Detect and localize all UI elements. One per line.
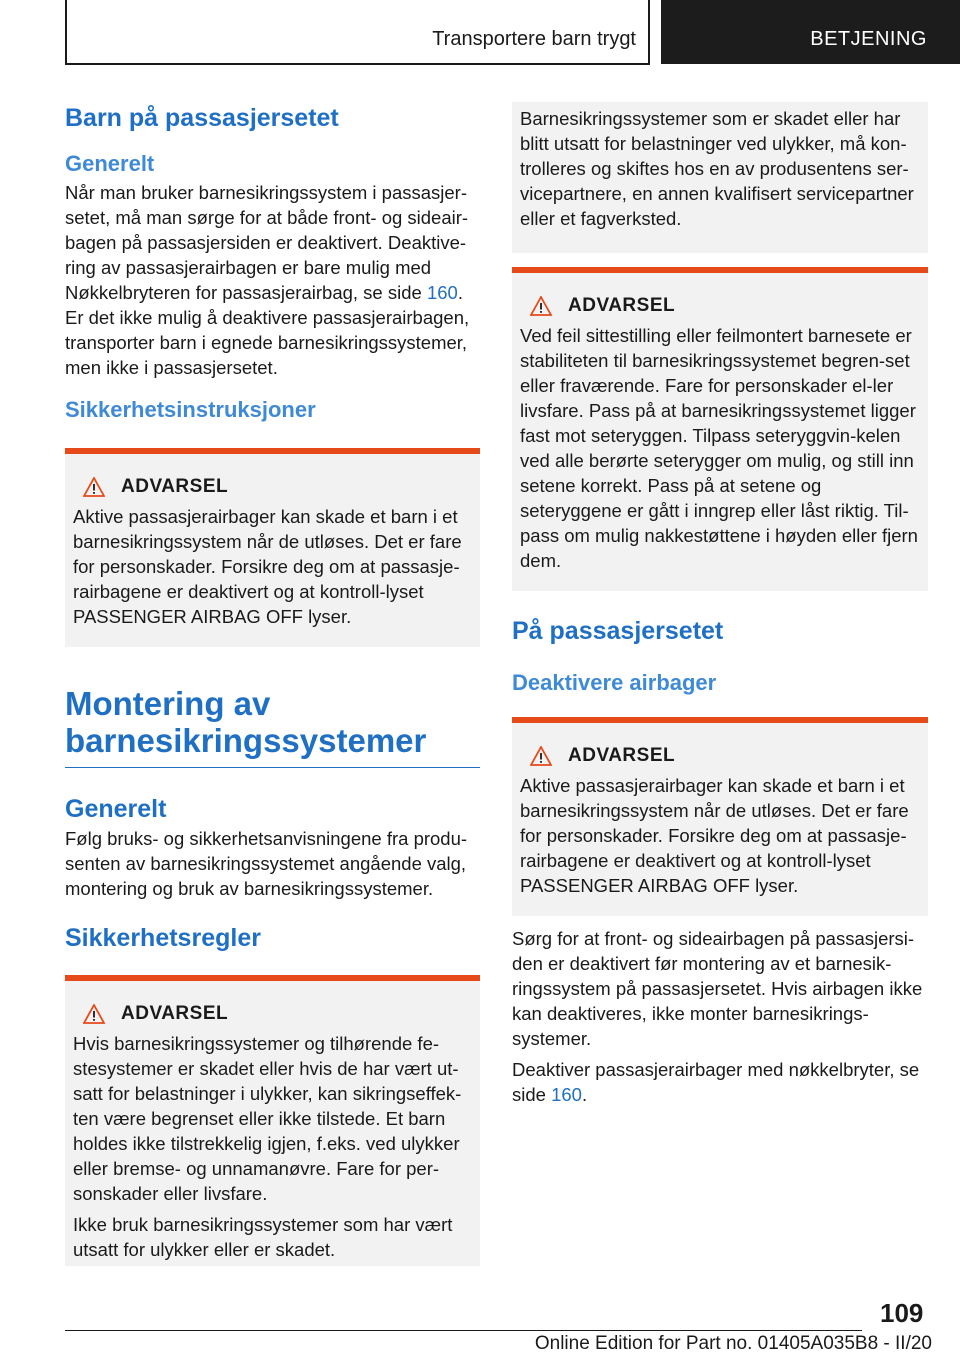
generelt-1-text-end: . (457, 282, 463, 303)
deaktivere-paragraph-1: Sørg for at front- og sideairbagen på passasjersi-den er deaktivert før montering av et barnesik-ringssystem på passasjersetet. Hvis airbagen ikke kan deaktiveres, ikke monter barnesikrings-systemer. (512, 928, 923, 1049)
page-link-160[interactable]: 160 (426, 282, 458, 303)
warning-2-text-2: Ikke bruk barnesikringssystemer som har vært utsatt for ulykker eller er skadet. (73, 1214, 453, 1260)
section-label: BETJENING (810, 28, 927, 50)
header-bottom-rule (65, 63, 650, 65)
heading-underline (65, 767, 480, 768)
warning-label: ADVARSEL (568, 745, 676, 766)
generelt-1-paragraph (65, 180, 480, 305)
deaktivere-paragraph-2-end: . (581, 1084, 588, 1105)
warning-triangle-icon (530, 746, 552, 766)
warning-label: ADVARSEL (568, 295, 676, 316)
warning-label: ADVARSEL (121, 1003, 229, 1024)
chapter-title: Transportere barn trygt (432, 28, 636, 50)
warning-triangle-icon (83, 1004, 105, 1024)
heading-barn-pa-passasjersetet: Barn på passasjersetet (65, 104, 339, 132)
warning-triangle-icon (530, 296, 552, 316)
deaktivere-paragraph-2-text: Deaktiver passasjerairbager med nøkkelbryter, se side (512, 1059, 920, 1105)
generelt-1-text: Når man bruker barnesikringssystem i passasjer-setet, må man sørge for at både front- og sideair-bagen på passasjersiden er deaktivert. Deaktive-ring av passasjerairbagen er bare mulig med Nøkkelbryteren for passasjerairbag, se side (65, 182, 469, 303)
continued-note-text: Barnesikringssystemer som er skadet eller har blitt utsatt for belastninger ved ulykker, må kon-trolleres og skiftes hos en av produsentens ser-vicepartnere, en annen kvalifisert servicepartner eller et fagverksted. (520, 108, 914, 229)
heading-deaktivere-airbager: Deaktivere airbager (512, 670, 717, 695)
page-number: 109 (880, 1298, 924, 1328)
warning-2-text: Hvis barnesikringssystemer og tilhørende fe-stesystemer er skadet eller hvis de har vært ut-satt for belastninger i ulykker, kan sikringseffek-ten være begrenset eller ikke tilstede. Et barn holdes ikke tilstrekkelig igjen, f.eks. ved ulykker eller bremse- og unnamanøvre. Fare for per-sonskader eller livsfare. (73, 1033, 462, 1204)
generelt-1-paragraph-2: Er det ikke mulig å deaktivere passasjerairbagen, transporter barn i egnede barnesikringssystemer, men ikke i passasjersetet. (65, 307, 470, 378)
warning-4-text: Aktive passasjerairbager kan skade et barn i et barnesikringssystem når de utløses. Det er fare for personskader. Forsikre deg om at passasje-rairbagene er deaktivert og at kontroll-lyset PASSENGER AIRBAG OFF lyser. (520, 775, 909, 896)
heading-pa-passasjersetet: På passasjersetet (512, 617, 724, 645)
left-column (65, 100, 480, 1266)
generelt-2-paragraph: Følg bruks- og sikkerhetsanvisningene fra produ-senten av barnesikringssystemet angående valg, montering og bruk av barnesikringssystemer. (65, 828, 468, 899)
warning-triangle-icon (83, 477, 105, 497)
footer-rule (65, 1330, 862, 1331)
warning-box-1 (65, 448, 480, 647)
header-right-rule (648, 0, 650, 64)
heading-generelt-2: Generelt (65, 795, 167, 823)
deaktivere-paragraph-2 (512, 1057, 928, 1107)
warning-box-2 (65, 975, 480, 1266)
warning-box-2-continued (512, 102, 928, 253)
page-link-160[interactable]: 160 (551, 1084, 582, 1105)
heading-sikkerhetsregler: Sikkerhetsregler (65, 924, 261, 952)
heading-sikkerhetsinstruksjoner: Sikkerhetsinstruksjoner (65, 397, 316, 422)
edition-text: Online Edition for Part no. 01405A035B8 - II/20 (534, 1333, 932, 1354)
warning-3-text: Ved feil sittestilling eller feilmontert barnesete er stabiliteten til barnesikringssystemet begren-set eller fraværende. Fare for personskader el-ler livsfare. Pass på at barnesikringssystemet ligger fast mot seteryggen. Tilpass seteryggvin-kelen ved alle berørte seterygger om mulig, og still inn setene korrekt. Pass på at setene og seteryggene er gått i inngrep eller låst riktig. Til-pass om mulig nakkestøttene i høyden eller fjern dem. (520, 325, 918, 571)
warning-1-text: Aktive passasjerairbager kan skade et barn i et barnesikringssystem når de utløses. Det er fare for personskader. Forsikre deg om at passasje-rairbagene er deaktivert og at kontroll-lyset PASSENGER AIRBAG OFF lyser. (73, 506, 462, 627)
warning-label: ADVARSEL (121, 476, 229, 497)
warning-box-3 (512, 267, 928, 591)
header-left-rule (65, 0, 67, 64)
heading-montering: Montering av barnesikringssystemer (65, 685, 427, 759)
heading-generelt-1: Generelt (65, 151, 155, 176)
warning-box-4 (512, 717, 928, 916)
right-column (512, 102, 928, 1107)
